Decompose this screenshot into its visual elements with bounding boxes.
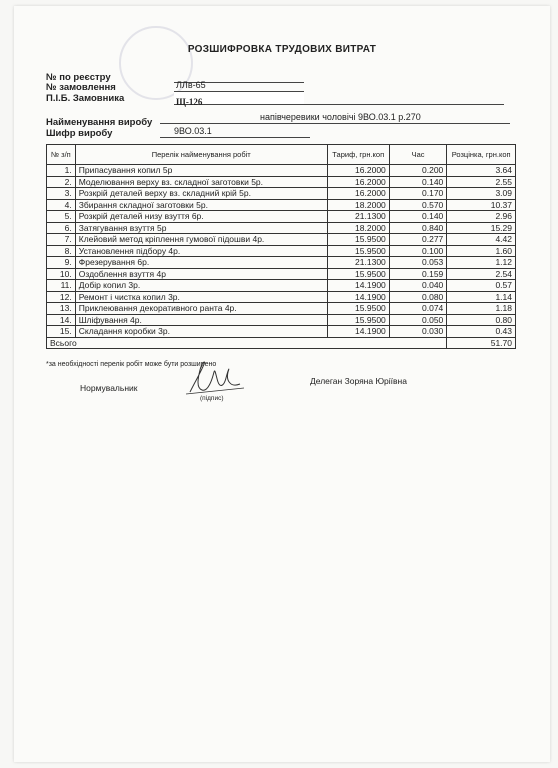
- table-row: [47, 291, 516, 303]
- cell-hours: 0.140: [389, 176, 447, 188]
- cell-name: Припасування копил 5р: [75, 165, 327, 177]
- cell-hours: 0.159: [389, 268, 447, 280]
- table-row: [47, 176, 516, 188]
- col-header-total: Розцінка, грн.коп: [447, 145, 516, 165]
- cell-rate: 15.9500: [327, 268, 389, 280]
- cell-rate: 15.9500: [327, 303, 389, 315]
- cell-name: Розкрій деталей верху вз. складний крій 5р.: [75, 188, 327, 200]
- order-label: № замовлення: [46, 82, 116, 93]
- cell-total: 0.57: [447, 280, 516, 292]
- cell-num: 4.: [47, 199, 76, 211]
- table-row: [47, 303, 516, 315]
- table-row: [47, 188, 516, 200]
- total-value: 51.70: [447, 337, 516, 349]
- cell-hours: 0.570: [389, 199, 447, 211]
- cell-total: 4.42: [447, 234, 516, 246]
- normalizer-label: Нормувальник: [80, 383, 138, 393]
- cell-rate: 15.9500: [327, 314, 389, 326]
- cell-name: Затягування взуття 5р: [75, 222, 327, 234]
- table-row: [47, 222, 516, 234]
- cell-total: 0.43: [447, 326, 516, 338]
- cell-total: 0.80: [447, 314, 516, 326]
- cell-num: 15.: [47, 326, 76, 338]
- cell-hours: 0.050: [389, 314, 447, 326]
- product-name-value: напівчеревики чоловічі 9ВО.03.1 р.270: [260, 112, 421, 122]
- customer-value: Щ-126: [176, 97, 203, 107]
- cell-num: 3.: [47, 188, 76, 200]
- document-title: РОЗШИФРОВКА ТРУДОВИХ ВИТРАТ: [187, 44, 377, 55]
- order-value: ЛЛв-65: [176, 80, 206, 90]
- delegate-name: Делеган Зоряна Юріївна: [310, 376, 407, 386]
- works-table-body: [47, 165, 516, 338]
- product-code-underline: [160, 137, 310, 138]
- cell-total: 1.18: [447, 303, 516, 315]
- cell-hours: 0.170: [389, 188, 447, 200]
- document-sheet: [14, 6, 550, 762]
- cell-rate: 16.2000: [327, 188, 389, 200]
- cell-total: 2.54: [447, 268, 516, 280]
- cell-rate: 18.2000: [327, 222, 389, 234]
- table-row: [47, 211, 516, 223]
- cell-num: 2.: [47, 176, 76, 188]
- cell-rate: 15.9500: [327, 234, 389, 246]
- cell-num: 9.: [47, 257, 76, 269]
- product-code-value: 9ВО.03.1: [174, 126, 212, 136]
- cell-rate: 14.1900: [327, 326, 389, 338]
- cell-num: 11.: [47, 280, 76, 292]
- table-row: [47, 326, 516, 338]
- footnote: *за необхідності перелік робіт може бути розширено: [46, 361, 217, 368]
- cell-rate: 14.1900: [327, 280, 389, 292]
- cell-rate: 14.1900: [327, 291, 389, 303]
- table-total-row: [47, 337, 516, 349]
- cell-name: Моделювання верху вз. складної заготовки 5р.: [75, 176, 327, 188]
- cell-num: 1.: [47, 165, 76, 177]
- cell-total: 2.55: [447, 176, 516, 188]
- col-header-num: № з/п: [47, 145, 76, 165]
- cell-name: Оздоблення взуття 4р: [75, 268, 327, 280]
- col-header-name: Перелік найменування робіт: [75, 145, 327, 165]
- cell-num: 7.: [47, 234, 76, 246]
- cell-total: 3.64: [447, 165, 516, 177]
- table-header-row: [47, 145, 516, 165]
- cell-hours: 0.080: [389, 291, 447, 303]
- table-row: [47, 280, 516, 292]
- cell-rate: 18.2000: [327, 199, 389, 211]
- cell-hours: 0.840: [389, 222, 447, 234]
- cell-name: Збирання складної заготовки 5р.: [75, 199, 327, 211]
- table-row: [47, 165, 516, 177]
- cell-name: Шліфування 4р.: [75, 314, 327, 326]
- cell-hours: 0.140: [389, 211, 447, 223]
- cell-total: 1.14: [447, 291, 516, 303]
- cell-rate: 16.2000: [327, 176, 389, 188]
- cell-hours: 0.277: [389, 234, 447, 246]
- cell-total: 15.29: [447, 222, 516, 234]
- cell-total: 10.37: [447, 199, 516, 211]
- table-row: [47, 268, 516, 280]
- cell-num: 10.: [47, 268, 76, 280]
- cell-total: 2.96: [447, 211, 516, 223]
- table-row: [47, 245, 516, 257]
- cell-num: 6.: [47, 222, 76, 234]
- product-code-label: Шифр виробу: [46, 128, 113, 139]
- registry-label: № по реєстру: [46, 72, 111, 83]
- cell-name: Розкрій деталей низу взуття 6р.: [75, 211, 327, 223]
- cell-rate: 15.9500: [327, 245, 389, 257]
- product-name-underline: [160, 123, 510, 124]
- table-row: [47, 314, 516, 326]
- works-table: [46, 144, 516, 349]
- table-row: [47, 257, 516, 269]
- table-row: [47, 234, 516, 246]
- total-label: Всього: [47, 337, 447, 349]
- cell-name: Складання коробки 3р.: [75, 326, 327, 338]
- cell-hours: 0.040: [389, 280, 447, 292]
- cell-hours: 0.200: [389, 165, 447, 177]
- cell-name: Установлення підбору 4р.: [75, 245, 327, 257]
- cell-num: 14.: [47, 314, 76, 326]
- cell-name: Приклеювання декоративного ранта 4р.: [75, 303, 327, 315]
- cell-name: Добір копил 3р.: [75, 280, 327, 292]
- table-row: [47, 199, 516, 211]
- product-name-label: Найменування виробу: [46, 117, 153, 128]
- cell-hours: 0.074: [389, 303, 447, 315]
- cell-name: Ремонт і чистка копил 3р.: [75, 291, 327, 303]
- cell-rate: 16.2000: [327, 165, 389, 177]
- cell-hours: 0.053: [389, 257, 447, 269]
- cell-num: 13.: [47, 303, 76, 315]
- cell-name: Клейовий метод кріплення гумової підошви 4р.: [75, 234, 327, 246]
- cell-rate: 21.1300: [327, 211, 389, 223]
- signature-caption: (підпис): [200, 395, 224, 402]
- customer-label: П.І.Б. Замовника: [46, 93, 125, 104]
- customer-underline-extension: [304, 104, 504, 105]
- cell-total: 3.09: [447, 188, 516, 200]
- customer-value-box: [174, 92, 304, 105]
- handwritten-signature: [182, 358, 252, 398]
- cell-hours: 0.030: [389, 326, 447, 338]
- cell-num: 5.: [47, 211, 76, 223]
- col-header-rate: Тариф, грн.коп: [327, 145, 389, 165]
- cell-total: 1.12: [447, 257, 516, 269]
- cell-name: Фрезерування 6р.: [75, 257, 327, 269]
- cell-hours: 0.100: [389, 245, 447, 257]
- cell-num: 12.: [47, 291, 76, 303]
- col-header-hours: Час: [389, 145, 447, 165]
- cell-num: 8.: [47, 245, 76, 257]
- cell-total: 1.60: [447, 245, 516, 257]
- cell-rate: 21.1300: [327, 257, 389, 269]
